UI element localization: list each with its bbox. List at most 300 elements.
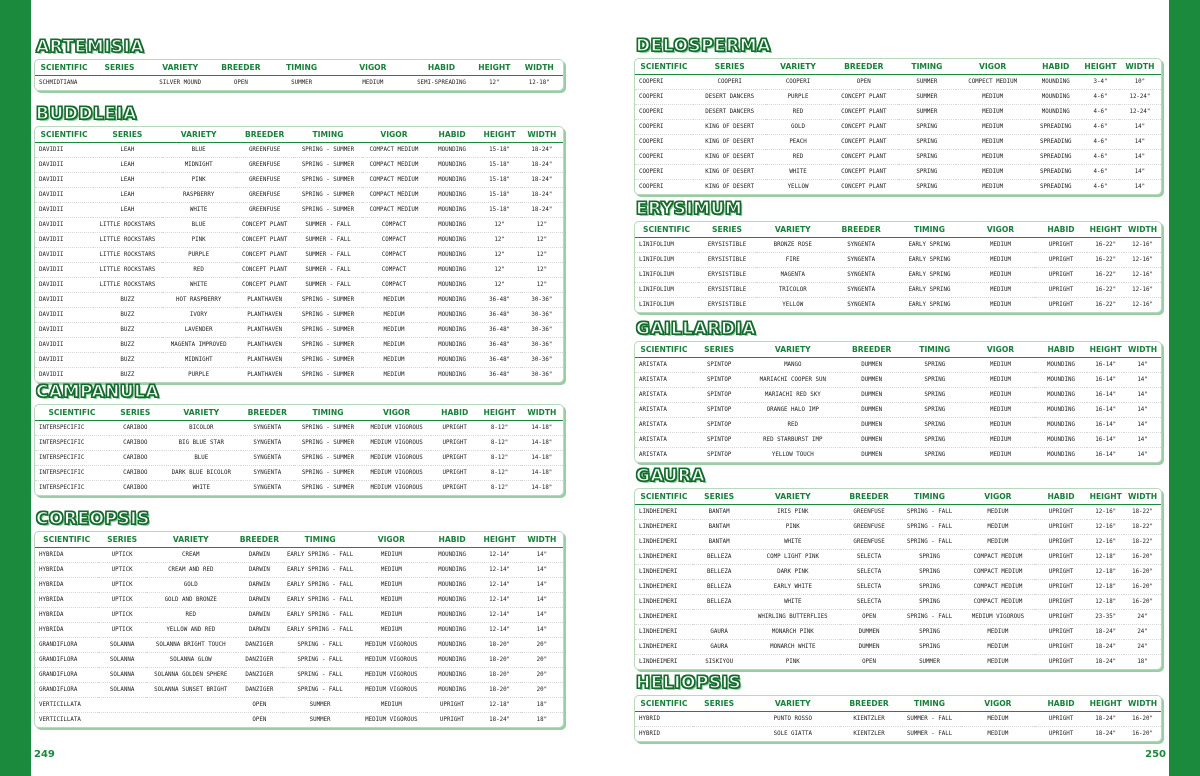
cell-height: 12-14" <box>478 608 520 623</box>
cell-vigor: COMPACT <box>362 278 425 293</box>
cell-height: 15-18" <box>478 143 520 158</box>
table-header-row <box>635 342 1161 358</box>
cell-vigor: MEDIUM <box>357 593 426 608</box>
cell-habid: MOUNDING <box>426 233 479 248</box>
cell-width: 30-36" <box>521 353 563 368</box>
cell-scientific: ARISTATA <box>639 452 667 458</box>
cell-scientific: GRANDIFLORA <box>35 653 98 668</box>
cell-timing: SPRING - FALL <box>898 535 961 550</box>
cell-width: 24" <box>1124 640 1161 655</box>
cell-vigor: MEDIUM <box>966 388 1034 403</box>
column-header-breeder: BREEDER <box>840 696 898 712</box>
cell-height: 15-18" <box>478 188 520 203</box>
table-row <box>635 120 1161 135</box>
cell-series: BANTAM <box>693 535 746 550</box>
cell-vigor: MEDIUM <box>961 505 1035 520</box>
cell-vigor: MEDIUM <box>357 608 426 623</box>
cell-vigor: MEDIUM <box>357 548 426 563</box>
column-header-height: HEIGHT <box>473 60 515 76</box>
cell-series: BELLEZA <box>693 595 746 610</box>
cell-timing: SUMMER - FALL <box>294 248 363 263</box>
cell-series <box>693 712 746 727</box>
table-row <box>35 698 563 713</box>
cell-habid: UPRIGHT <box>1035 253 1088 268</box>
cell-scientific: LINDHEIMERI <box>635 580 693 595</box>
column-header-scientific: SCIENTIFIC <box>635 696 693 712</box>
table-box <box>634 221 1162 313</box>
cell-series: SOLANNA <box>98 638 146 653</box>
cell-variety: FIRE <box>756 253 830 268</box>
cell-series: LEAH <box>93 173 162 188</box>
cell-breeder: GREENFUSE <box>840 505 898 520</box>
section-coreopsis <box>34 509 564 728</box>
cell-series: SOLANNA <box>98 653 146 668</box>
column-header-timing: TIMING <box>267 60 336 76</box>
cell-habid: MOUNDING <box>426 638 479 653</box>
cell-timing: SPRING <box>903 433 966 448</box>
cell-height: 8-12" <box>490 485 509 491</box>
column-header-vigor: VIGOR <box>362 127 425 143</box>
cell-vigor: MEDIUM <box>961 520 1035 535</box>
cell-vigor: COMPACT <box>362 218 425 233</box>
table-header-row <box>635 489 1161 505</box>
cell-breeder: CONCEPT PLANT <box>236 233 294 248</box>
cell-timing: SPRING <box>898 150 956 165</box>
cell-breeder: DUMMEN <box>840 373 903 388</box>
cell-series: KING OF DESERT <box>693 165 767 180</box>
cell-height: 16-14" <box>1087 358 1124 373</box>
cell-height: 18-20" <box>478 683 520 698</box>
cell-breeder: DARWIN <box>236 578 284 593</box>
cell-variety: MARIACHI RED SKY <box>745 388 840 403</box>
cell-habid: MOUNDING <box>426 293 479 308</box>
cell-breeder: OPEN <box>830 75 898 90</box>
cell-timing: SUMMER - FALL <box>294 218 363 233</box>
cell-timing: SPRING <box>898 135 956 150</box>
cell-breeder: GREENFUSE <box>236 143 294 158</box>
column-header-height: HEIGHT <box>478 127 520 143</box>
column-header-variety: VARIETY <box>146 60 215 76</box>
cell-timing: SUMMER <box>898 75 956 90</box>
cell-habid: MOUNDING <box>426 668 479 683</box>
cell-variety: PINK <box>785 659 800 665</box>
cell-height: 12-14" <box>478 563 520 578</box>
cell-height: 8-12" <box>478 466 520 481</box>
table-header-row <box>635 59 1161 75</box>
cell-series: LITTLE ROCKSTARS <box>93 218 162 233</box>
cell-vigor: MEDIUM <box>383 372 405 378</box>
cell-scientific: LINIFOLIUM <box>639 302 674 308</box>
cell-width: 18-24" <box>521 173 563 188</box>
cell-scientific: HYBRIDA <box>35 623 98 638</box>
cell-scientific: LINDHEIMERI <box>635 505 693 520</box>
cell-scientific: DAVIDII <box>35 323 93 338</box>
section-title: BUDDLEIA <box>36 104 137 124</box>
cell-timing: EARLY SPRING - FALL <box>283 548 357 563</box>
table-body <box>635 712 1161 742</box>
cell-breeder: SELECTA <box>840 580 898 595</box>
cell-variety: YELLOW TOUCH <box>771 452 814 458</box>
cell-timing: EARLY SPRING - FALL <box>283 593 357 608</box>
cell-breeder: DARWIN <box>236 548 284 563</box>
table-row <box>635 403 1161 418</box>
page-number-right: 250 <box>1145 749 1166 760</box>
cell-variety: MANGO <box>745 358 840 373</box>
table-row <box>635 358 1161 373</box>
cell-breeder: SYNGENTA <box>241 421 294 436</box>
cell-scientific: LINDHEIMERI <box>635 565 693 580</box>
cell-variety: CREAM <box>146 548 236 563</box>
column-header-height: HEIGHT <box>1087 696 1124 712</box>
cell-width: 14" <box>1124 403 1161 418</box>
cell-habid: MOUNDING <box>426 338 479 353</box>
cell-variety: MARIACHI COOPER SUN <box>745 373 840 388</box>
cell-variety: COMP LIGHT PINK <box>745 550 840 565</box>
column-header-series: SERIES <box>93 60 146 76</box>
column-header-breeder: BREEDER <box>236 532 284 548</box>
cell-breeder: SYNGENTA <box>253 485 282 491</box>
cell-width: 24" <box>1124 610 1161 625</box>
column-header-variety: VARIETY <box>745 489 840 505</box>
cell-breeder: OPEN <box>862 659 877 665</box>
cell-width: 18-22" <box>1124 535 1161 550</box>
cell-series: UPTICK <box>98 563 146 578</box>
cell-timing: SUMMER <box>283 698 357 713</box>
cell-width: 14" <box>521 578 563 593</box>
cell-breeder: DUMMEN <box>840 403 903 418</box>
cell-vigor: MEDIUM <box>956 90 1030 105</box>
column-header-vigor: VIGOR <box>966 342 1034 358</box>
table-row <box>635 625 1161 640</box>
cell-vigor: COMPACT MEDIUM <box>961 595 1035 610</box>
cell-variety: PINK <box>745 520 840 535</box>
cell-height: 4-6" <box>1082 165 1119 180</box>
cell-variety: BLUE <box>162 143 236 158</box>
cell-vigor: MEDIUM <box>990 302 1011 308</box>
cell-breeder: SYNGENTA <box>241 466 294 481</box>
cell-series: UPTICK <box>98 548 146 563</box>
cell-breeder: PLANTHAVEN <box>247 372 283 378</box>
cell-scientific: COOPERI <box>635 150 693 165</box>
cell-timing: SPRING - FALL <box>898 610 961 625</box>
cell-breeder: GREENFUSE <box>840 535 898 550</box>
cell-width: 14" <box>1124 388 1161 403</box>
cell-vigor: MEDIUM <box>990 452 1011 458</box>
cell-habid: MOUNDING <box>426 623 479 638</box>
column-header-width: WIDTH <box>1119 59 1161 75</box>
plant-table <box>635 59 1161 194</box>
cell-height: 18-24" <box>1095 731 1117 737</box>
cell-breeder: DUMMEN <box>840 625 898 640</box>
cell-habid: SPREADING <box>1029 120 1082 135</box>
cell-scientific: LINDHEIMERI <box>635 550 693 565</box>
column-header-series: SERIES <box>98 532 146 548</box>
cell-series: SPINTOP <box>693 433 746 448</box>
cell-series: ERYSISTIBLE <box>707 302 747 308</box>
cell-width: 14" <box>1137 452 1148 458</box>
cell-width: 14" <box>1124 373 1161 388</box>
column-header-vigor: VIGOR <box>336 60 410 76</box>
cell-width: 16-20" <box>1132 731 1154 737</box>
column-header-variety: VARIETY <box>162 405 241 421</box>
cell-breeder: OPEN <box>252 717 267 723</box>
cell-series: COOPERI <box>693 75 767 90</box>
cell-habid: MOUNDING <box>1047 452 1075 458</box>
cell-breeder: DANZIGER <box>236 683 284 698</box>
cell-height: 18-24" <box>489 717 511 723</box>
table-row <box>35 548 563 563</box>
column-header-series: SERIES <box>693 489 746 505</box>
column-header-variety: VARIETY <box>146 532 236 548</box>
cell-breeder: GREENFUSE <box>840 520 898 535</box>
cell-variety: YELLOW AND RED <box>146 623 236 638</box>
cell-series: KING OF DESERT <box>705 184 755 190</box>
cell-vigor: MEDIUM VIGOROUS <box>961 610 1035 625</box>
cell-timing: SPRING <box>903 388 966 403</box>
cell-vigor: MEDIUM <box>956 120 1030 135</box>
cell-vigor: COMPACT <box>362 263 425 278</box>
cell-series: LEAH <box>93 203 162 218</box>
cell-height: 18-20" <box>478 653 520 668</box>
cell-width: 30-36" <box>521 308 563 323</box>
column-header-scientific: SCIENTIFIC <box>35 60 93 76</box>
section-gaillardia <box>634 319 1162 463</box>
column-header-habid: HABID <box>1035 222 1088 238</box>
cell-breeder: DANZIGER <box>236 638 284 653</box>
cell-width: 30-36" <box>521 293 563 308</box>
cell-height: 12-16" <box>1087 520 1124 535</box>
cell-vigor: MEDIUM <box>966 358 1034 373</box>
cell-series: BANTAM <box>693 520 746 535</box>
cell-vigor: MEDIUM <box>362 353 425 368</box>
column-header-timing: TIMING <box>283 532 357 548</box>
cell-habid: MOUNDING <box>1035 418 1088 433</box>
cell-scientific: GRANDIFLORA <box>35 638 98 653</box>
right-green-margin <box>1169 0 1200 776</box>
cell-breeder: DARWIN <box>236 608 284 623</box>
cell-scientific: LINDHEIMERI <box>635 610 693 625</box>
column-header-breeder: BREEDER <box>241 405 294 421</box>
cell-timing: SPRING - SUMMER <box>294 436 363 451</box>
cell-variety: WHITE <box>162 203 236 218</box>
cell-height: 16-14" <box>1087 388 1124 403</box>
cell-breeder: CONCEPT PLANT <box>830 120 898 135</box>
cell-width: 14" <box>1124 433 1161 448</box>
column-header-series: SERIES <box>93 127 162 143</box>
section-erysimum <box>634 199 1162 313</box>
cell-series: CARIBOO <box>123 485 148 491</box>
cell-series: SPINTOP <box>693 418 746 433</box>
column-header-width: WIDTH <box>515 60 563 76</box>
cell-vigor: MEDIUM <box>362 308 425 323</box>
table-body <box>35 421 563 496</box>
cell-breeder: SELECTA <box>840 595 898 610</box>
cell-variety: SOLE GIATTA <box>773 731 812 737</box>
cell-variety: YELLOW <box>787 184 809 190</box>
cell-breeder: SYNGENTA <box>830 268 893 283</box>
cell-scientific: LINDHEIMERI <box>635 595 693 610</box>
cell-habid: UPRIGHT <box>1035 238 1088 253</box>
cell-breeder: SELECTA <box>840 565 898 580</box>
column-header-width: WIDTH <box>521 532 563 548</box>
cell-timing: SPRING - SUMMER <box>294 421 363 436</box>
cell-scientific: DAVIDII <box>35 308 93 323</box>
cell-habid: MOUNDING <box>438 372 467 378</box>
section-title: GAURA <box>636 466 706 486</box>
table-row <box>35 481 563 496</box>
cell-scientific: HYBRID <box>635 712 693 727</box>
plant-table <box>635 489 1161 669</box>
cell-variety: SOLANNA GOLDEN SPHERE <box>146 668 236 683</box>
section-title: CAMPANULA <box>36 382 160 402</box>
table-row <box>35 158 563 173</box>
cell-habid: MOUNDING <box>426 353 479 368</box>
cell-habid: UPRIGHT <box>1035 610 1088 625</box>
column-header-scientific: SCIENTIFIC <box>635 222 698 238</box>
cell-timing: SPRING - FALL <box>898 505 961 520</box>
cell-height: 18-24" <box>1095 659 1117 665</box>
cell-variety <box>146 698 236 713</box>
cell-height: 36-48" <box>478 308 520 323</box>
cell-width: 30-36" <box>531 372 553 378</box>
table-row <box>35 578 563 593</box>
cell-series: SOLANNA <box>98 683 146 698</box>
cell-breeder: DANZIGER <box>236 668 284 683</box>
cell-series: LEAH <box>93 143 162 158</box>
cell-timing: SUMMER <box>898 105 956 120</box>
cell-habid: UPRIGHT <box>1035 625 1088 640</box>
column-header-scientific: SCIENTIFIC <box>635 59 693 75</box>
cell-vigor: COMPACT MEDIUM <box>961 580 1035 595</box>
cell-series: UPTICK <box>98 593 146 608</box>
column-header-habid: HABID <box>431 405 479 421</box>
plant-table <box>635 696 1161 741</box>
cell-scientific: GRANDIFLORA <box>35 683 98 698</box>
cell-height: 12" <box>478 263 520 278</box>
cell-timing: SUMMER - FALL <box>906 731 953 737</box>
column-header-habid: HABID <box>1035 696 1088 712</box>
column-header-variety: VARIETY <box>745 342 840 358</box>
table-box <box>34 404 564 496</box>
cell-timing: SPRING - SUMMER <box>294 158 363 173</box>
cell-width: 20" <box>521 653 563 668</box>
cell-width: 12-16" <box>1124 283 1161 298</box>
cell-vigor: COMPACT MEDIUM <box>961 550 1035 565</box>
table-row <box>35 308 563 323</box>
table-body <box>35 548 563 728</box>
column-header-breeder: BREEDER <box>830 222 893 238</box>
cell-timing: SPRING - FALL <box>283 638 357 653</box>
cell-variety: PINK <box>162 173 236 188</box>
cell-height: 12-18" <box>478 698 520 713</box>
cell-vigor: COMPACT <box>362 233 425 248</box>
column-header-scientific: SCIENTIFIC <box>35 532 98 548</box>
table-row <box>635 580 1161 595</box>
cell-breeder: GREENFUSE <box>236 203 294 218</box>
cell-height: 12-16" <box>1087 505 1124 520</box>
cell-height: 16-14" <box>1095 452 1117 458</box>
cell-habid: UPRIGHT <box>1035 283 1088 298</box>
cell-habid: MOUNDING <box>1035 373 1088 388</box>
cell-breeder: CONCEPT PLANT <box>830 105 898 120</box>
cell-variety: MAGENTA IMPROVED <box>162 338 236 353</box>
cell-vigor: MEDIUM <box>956 165 1030 180</box>
cell-vigor: MEDIUM VIGOROUS <box>357 638 426 653</box>
cell-variety: RED <box>766 105 829 120</box>
table-row <box>35 623 563 638</box>
cell-series: LEAH <box>93 158 162 173</box>
cell-vigor: MEDIUM <box>966 373 1034 388</box>
column-header-width: WIDTH <box>521 127 563 143</box>
cell-variety: PUNTO ROSSO <box>745 712 840 727</box>
cell-series: UPTICK <box>98 608 146 623</box>
cell-breeder: PLANTHAVEN <box>236 338 294 353</box>
cell-scientific: HYBRIDA <box>35 593 98 608</box>
table-row <box>35 143 563 158</box>
cell-series: KING OF DESERT <box>693 150 767 165</box>
cell-series: LITTLE ROCKSTARS <box>93 263 162 278</box>
cell-timing: SUMMER - FALL <box>898 712 961 727</box>
section-title: COREOPSIS <box>36 509 150 529</box>
cell-timing: SPRING - FALL <box>283 653 357 668</box>
table-row <box>35 203 563 218</box>
cell-width: 16-20" <box>1124 550 1161 565</box>
cell-vigor: MEDIUM <box>961 535 1035 550</box>
table-row <box>635 727 1161 742</box>
cell-width: 14" <box>1119 135 1161 150</box>
cell-series: ERYSISTIBLE <box>698 253 756 268</box>
cell-vigor: MEDIUM <box>961 625 1035 640</box>
cell-breeder: PLANTHAVEN <box>236 353 294 368</box>
cell-habid: MOUNDING <box>426 548 479 563</box>
cell-timing: EARLY SPRING <box>908 302 951 308</box>
column-header-timing: TIMING <box>898 489 961 505</box>
cell-width: 12" <box>521 248 563 263</box>
cell-timing: SPRING - FALL <box>283 668 357 683</box>
cell-habid: MOUNDING <box>426 203 479 218</box>
column-header-breeder: BREEDER <box>840 342 903 358</box>
cell-height: 18-24" <box>1087 640 1124 655</box>
cell-series: SOLANNA <box>98 668 146 683</box>
cell-vigor: MEDIUM <box>987 659 1009 665</box>
column-header-series: SERIES <box>693 59 767 75</box>
cell-timing: SPRING <box>898 165 956 180</box>
cell-vigor: MEDIUM <box>987 731 1009 737</box>
column-header-variety: VARIETY <box>162 127 236 143</box>
cell-vigor: MEDIUM VIGOROUS <box>362 451 431 466</box>
cell-width: 18-22" <box>1124 505 1161 520</box>
cell-variety: SOLANNA SUNSET BRIGHT <box>146 683 236 698</box>
cell-series: CARIBOO <box>109 451 162 466</box>
cell-series: BELLEZA <box>693 550 746 565</box>
cell-breeder: SYNGENTA <box>830 238 893 253</box>
cell-height: 12-18" <box>1087 580 1124 595</box>
cell-habid: MOUNDING <box>426 188 479 203</box>
cell-width: 18" <box>536 717 548 723</box>
cell-variety: WHITE <box>162 278 236 293</box>
cell-scientific: ARISTATA <box>635 403 693 418</box>
cell-height: 18-24" <box>1087 625 1124 640</box>
cell-width: 14" <box>521 548 563 563</box>
cell-height: 12-14" <box>478 548 520 563</box>
table-row <box>35 173 563 188</box>
table-row <box>35 638 563 653</box>
cell-width: 12-24" <box>1119 105 1161 120</box>
table-row <box>35 653 563 668</box>
table-row <box>35 293 563 308</box>
cell-variety: RASPBERRY <box>162 188 236 203</box>
table-row <box>635 655 1161 670</box>
